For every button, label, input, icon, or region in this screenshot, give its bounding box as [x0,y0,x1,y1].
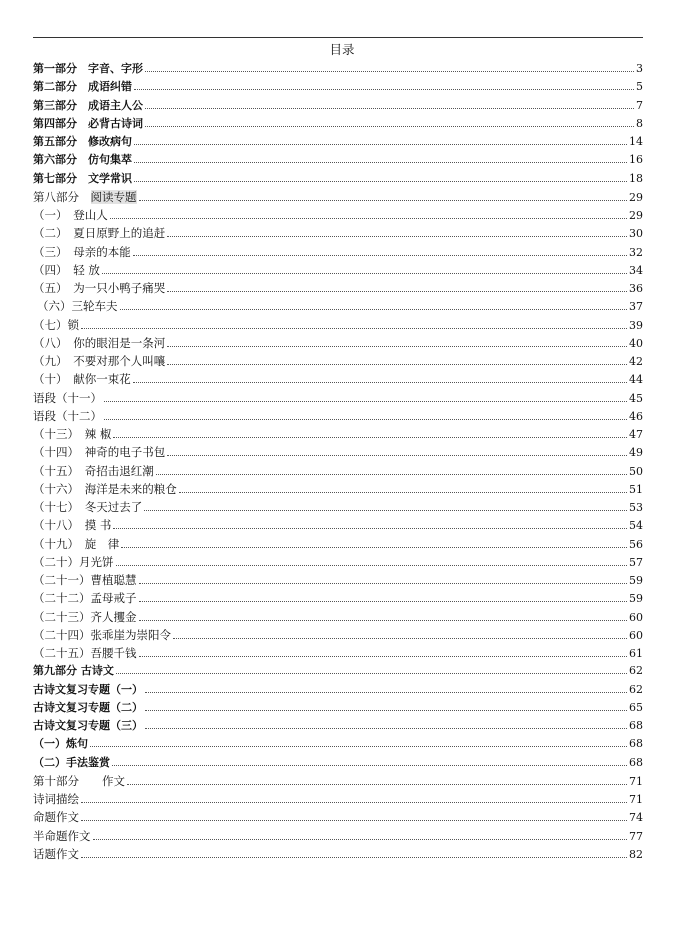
toc-page-number: 57 [629,555,643,569]
toc-entry-title: （一） 登山人 [33,208,108,222]
toc-page-number: 62 [629,682,643,696]
toc-entry-title: （二十四）张乖崖为崇阳令 [33,627,171,642]
toc-entry-label [33,279,165,297]
toc-page-number: 60 [629,628,643,642]
toc-entry[interactable] [33,790,643,808]
toc-entry-label [33,170,132,188]
toc-entry[interactable] [33,97,643,115]
toc-entry-label [33,681,143,699]
toc-entry-label [33,516,111,534]
toc-entry-label [33,717,143,735]
dot-leader [145,70,634,72]
toc-page-number: 16 [629,153,643,167]
toc-entry-label [33,735,88,753]
toc-entry[interactable] [33,717,643,735]
toc-page-number: 49 [629,446,643,460]
toc-entry-title: （十三） 辣 椒 [33,427,112,441]
toc-entry-label [33,97,143,115]
toc-entry-label [33,827,91,845]
toc-entry-label [33,644,137,662]
toc-entry-highlight: 阅读专题 [90,189,137,204]
toc-page-number: 3 [636,62,643,75]
dot-leader [81,327,627,329]
dot-leader [116,672,627,674]
toc-entry-label [33,553,114,571]
toc-entry-label [33,407,102,425]
toc-entry-title: （六）三轮车夫 [37,299,118,314]
dot-leader [144,509,627,511]
toc-entry[interactable] [33,571,643,589]
toc-entry[interactable] [33,407,643,425]
toc-page-number: 68 [629,737,643,751]
toc-entry-title: 第三部分 成语主人公 [33,98,143,112]
dot-leader [121,546,627,548]
toc-entry-title: （十九） 旋 律 [33,536,120,551]
toc-page-number: 30 [629,227,643,241]
toc-entry-title: （十） 献你一束花 [33,372,131,387]
dot-leader [139,655,628,657]
toc-entry[interactable] [33,188,643,206]
toc-entry-title: 第五部分 修改病句 [33,135,132,148]
toc-entry[interactable] [33,681,643,699]
toc-page-number: 62 [629,664,643,678]
dot-leader [104,418,627,420]
toc-page-number: 56 [629,537,643,551]
dot-leader [139,582,628,584]
toc-entry-label [33,352,165,370]
toc-page-number: 68 [629,719,643,732]
toc-page-number: 54 [629,519,643,533]
toc-entry-label [33,498,142,516]
toc-entry-title: （十六） 海洋是未来的粮仓 [33,481,177,496]
toc-entry[interactable] [33,644,643,662]
toc-entry-title: 命题作文 [33,810,79,825]
toc-page-number: 71 [629,774,643,788]
toc-entry[interactable] [33,480,643,498]
toc-entry-label [33,480,177,498]
toc-page-number: 32 [629,245,643,259]
dot-leader [90,745,627,747]
toc-entry-label [33,370,131,388]
toc-page-number: 14 [629,135,643,148]
toc-entry-label [33,243,131,261]
dot-leader [145,107,634,109]
toc-entry-label [33,662,114,680]
toc-page-number: 71 [629,793,643,806]
toc-entry-label [33,151,132,169]
toc-entry[interactable] [33,498,643,516]
dot-leader [127,783,627,785]
toc-page-number: 5 [636,80,643,94]
toc-page-number: 34 [629,263,643,277]
toc-entry-label [33,608,137,626]
toc-entry-label [33,206,108,224]
toc-page-number: 29 [629,209,643,222]
toc-entry[interactable] [33,352,643,370]
dot-leader [145,691,627,693]
toc-page-number: 50 [629,464,643,478]
dot-leader [139,600,628,602]
toc-page-number: 18 [629,171,643,185]
toc-entry-title: （五） 为一只小鸭子痛哭 [33,281,166,295]
toc-page-number: 53 [629,501,643,514]
toc-entry-label [33,845,79,863]
toc-entry[interactable] [33,279,643,297]
dot-leader [102,272,627,274]
toc-page-number: 42 [629,355,643,368]
toc-entry[interactable] [33,133,643,151]
toc-entry-label [33,261,100,279]
document-title: 目录 [329,42,355,57]
toc-page-number: 59 [629,592,643,606]
toc-entry-title: （十五） 奇招击退红潮 [33,463,154,478]
toc-page-number: 44 [629,373,643,387]
toc-entry[interactable] [33,662,643,680]
toc-entry-title: （七）锁 [33,317,79,332]
toc-entry-label [33,60,143,78]
toc-entry[interactable] [33,808,643,826]
toc-entry-title: 古诗文复习专题（二） [33,700,143,714]
toc-entry[interactable] [33,827,643,845]
toc-entry-label [33,790,79,808]
toc-entry[interactable] [33,462,643,480]
toc-page-number: 29 [629,190,643,204]
toc-entry[interactable] [33,224,643,242]
dot-leader [116,564,628,566]
toc-entry-title: 第二部分 成语纠错 [33,80,132,94]
toc-entry-title: （二十）月光饼 [33,554,114,569]
toc-entry-title: 诗词描绘 [33,792,79,806]
toc-page-number: 8 [636,116,643,130]
toc-page-number: 40 [629,336,643,350]
toc-entry-label [33,589,137,607]
dot-leader [139,199,628,201]
dot-leader [167,454,627,456]
toc-entry-title: 第一部分 字音、字形 [33,62,143,75]
toc-page-number: 61 [629,647,643,660]
toc-entry-label [33,297,118,315]
toc-entry-label [33,316,79,334]
toc-entry-label [33,389,102,407]
toc-entry-label [33,772,125,790]
toc-entry-label [33,808,79,826]
toc-entry-label [33,535,119,553]
toc-entry[interactable] [33,589,643,607]
dot-leader [81,801,627,803]
dot-leader [104,400,627,402]
dot-leader [134,161,627,163]
dot-leader [134,180,627,182]
toc-entry-label [33,115,143,133]
toc-entry-title: （二） 夏日原野上的追赶 [33,226,166,241]
toc-entry-label [33,78,132,96]
dot-leader [145,727,627,729]
toc-entry-label [33,462,154,480]
toc-page-number: 7 [636,98,643,112]
dot-leader [167,345,627,347]
toc-entry-title: （四） 轻 放 [33,262,100,277]
toc-entry-title: （十七） 冬天过去了 [33,500,143,514]
toc-entry-label [33,443,165,461]
toc-entry-label [33,571,137,589]
dot-leader [134,88,634,90]
toc-entry-title: 古诗文复习专题（一） [33,682,143,696]
toc-entry-title: 语段（十一） [33,390,102,405]
dot-leader [145,125,634,127]
dot-leader [133,381,627,383]
toc-page-number: 74 [629,811,643,825]
toc-entry-title: 第七部分 文学常识 [33,171,132,185]
toc-page-number: 36 [629,282,643,295]
toc-entry[interactable] [33,772,643,790]
dot-leader [167,235,627,237]
toc-entry-title: （一）炼句 [33,737,88,751]
dot-leader [93,838,628,840]
toc-entry[interactable] [33,78,643,96]
toc-entry[interactable] [33,60,643,78]
dot-leader [120,308,628,310]
toc-page-number: 82 [629,847,643,861]
toc-page-number: 65 [629,700,643,714]
toc-entry-title: （二）手法鉴赏 [33,755,110,769]
toc-entry-label [33,425,111,443]
toc-entry-label [33,699,143,717]
toc-entry[interactable] [33,316,643,334]
toc-entry-label [33,334,165,352]
toc-page-number: 59 [629,574,643,587]
toc-page-number: 77 [629,829,643,843]
toc-entry[interactable] [33,261,643,279]
dot-leader [110,217,627,219]
toc-entry-title: （八） 你的眼泪是一条河 [33,335,166,350]
toc-entry-title: （二十五）吾腰千钱 [33,646,137,660]
header-rule [33,37,643,38]
toc-entry-title: 半命题作文 [33,828,91,843]
dot-leader [139,619,628,621]
toc-entry[interactable] [33,243,643,261]
toc-entry-label [33,224,165,242]
dot-leader [167,290,627,292]
toc-entry-label [33,188,137,206]
toc-entry-title: 第四部分 必背古诗词 [33,116,143,130]
toc-page-number: 46 [629,409,643,423]
toc-entry-title: （二十三）齐人攫金 [33,609,137,624]
toc-entry[interactable] [33,370,643,388]
dot-leader [113,527,627,529]
toc-entry[interactable] [33,206,643,224]
toc-page-number: 39 [629,318,643,332]
toc-entry-title: （二十一）曹植聪慧 [33,573,137,587]
toc-entry[interactable] [33,389,643,407]
toc-page-number: 37 [629,300,643,314]
toc-entry[interactable] [33,754,643,772]
toc-entry[interactable] [33,443,643,461]
dot-leader [173,637,627,639]
toc-entry[interactable] [33,608,643,626]
toc-entry[interactable] [33,334,643,352]
dot-leader [113,436,627,438]
toc-entry-title: 第十部分 作文 [33,773,125,788]
toc-entry[interactable] [33,297,643,315]
toc-entry-title: 语段（十二） [33,408,102,423]
toc-entry[interactable] [33,735,643,753]
toc-entry[interactable] [33,425,643,443]
toc-entry-title: 第六部分 仿句集萃 [33,153,132,167]
toc-entry[interactable] [33,115,643,133]
dot-leader [112,764,627,766]
toc-entry-title: 第八部分 [33,189,91,204]
toc-entry[interactable] [33,151,643,169]
toc-entry[interactable] [33,553,643,571]
dot-leader [156,473,627,475]
dot-leader [179,491,627,493]
toc-entry[interactable] [33,699,643,717]
toc-entry[interactable] [33,535,643,553]
toc-entry-label [33,754,110,772]
toc-entry-title: （三） 母亲的本能 [33,244,131,259]
dot-leader [133,254,627,256]
toc-entry-title: 话题作文 [33,846,79,861]
toc-entry-title: （九） 不要对那个人叫嚷 [33,354,166,368]
toc-page-number: 68 [629,755,643,769]
toc-entry-title: 古诗文复习专题（三） [33,719,143,732]
toc-entry[interactable] [33,516,643,534]
dot-leader [81,819,627,821]
toc-entry-title: （二十二）孟母戒子 [33,591,137,606]
toc-entry[interactable] [33,845,643,863]
toc-entry-title: （十四） 神奇的电子书包 [33,445,166,460]
dot-leader [134,143,627,145]
toc-entry-title: （十八） 摸 书 [33,518,112,533]
toc-page-number: 60 [629,610,643,624]
toc-entry[interactable] [33,170,643,188]
toc-page-number: 45 [629,391,643,405]
dot-leader [167,363,627,365]
toc-page-number: 51 [629,482,643,496]
toc-entry-title: 第九部分 古诗文 [33,664,114,678]
dot-leader [145,709,627,711]
dot-leader [81,856,627,858]
toc-entry[interactable] [33,626,643,644]
toc-page-number: 47 [629,428,643,441]
toc-entry-label [33,133,132,151]
table-of-contents [33,60,643,863]
toc-entry-label [33,626,171,644]
